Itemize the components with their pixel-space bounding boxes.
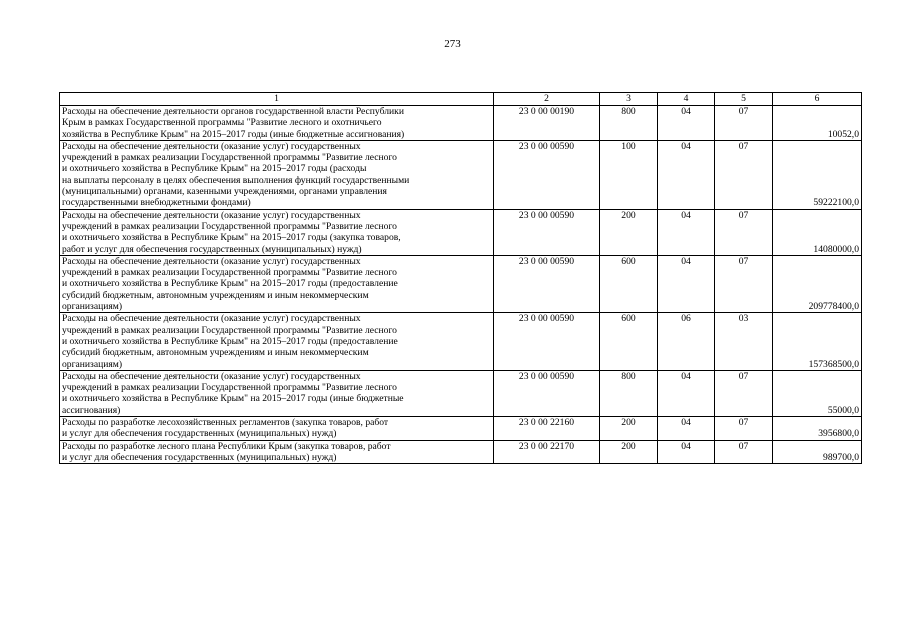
table-row bbox=[60, 140, 862, 209]
section-cell: 04 bbox=[658, 370, 715, 416]
description-line: и охотничьего хозяйства в Республике Крым" на 2015–2017 годы (предоставление bbox=[62, 335, 398, 347]
description-cell bbox=[60, 440, 494, 464]
section-cell: 04 bbox=[658, 255, 715, 312]
expense-type-cell: 800 bbox=[600, 106, 658, 141]
expense-type-cell: 800 bbox=[600, 370, 658, 416]
table-row bbox=[60, 255, 862, 312]
amount-cell: 10052,0 bbox=[773, 106, 862, 141]
description-cell bbox=[60, 313, 494, 370]
target-article-cell: 23 0 00 22170 bbox=[494, 440, 600, 464]
page-number: 273 bbox=[444, 38, 461, 50]
description-line: (муниципальными) органами, казенными учреждениями, органами управления bbox=[62, 186, 387, 198]
table-row bbox=[60, 106, 862, 141]
description-cell bbox=[60, 370, 494, 416]
description-line: Расходы на обеспечение деятельности органов государственной власти Республики bbox=[62, 106, 404, 117]
description-line: учреждений в рамках реализации Государственной программы "Развитие лесного bbox=[62, 220, 397, 232]
subsection-cell: 07 bbox=[715, 255, 773, 312]
subsection-cell: 07 bbox=[715, 370, 773, 416]
header-col-3: 3 bbox=[600, 93, 658, 106]
description-line: Расходы на обеспечение деятельности (оказание услуг) государственных bbox=[62, 140, 361, 152]
subsection-cell: 07 bbox=[715, 140, 773, 209]
amount-cell: 209778400,0 bbox=[773, 255, 862, 312]
description-line: Расходы по разработке лесохозяйственных регламентов (закупка товаров, работ bbox=[62, 417, 389, 429]
description-line: и охотничьего хозяйства в Республике Крым" на 2015–2017 годы (иные бюджетные bbox=[62, 393, 404, 405]
description-line: Расходы на обеспечение деятельности (оказание услуг) государственных bbox=[62, 255, 361, 267]
amount-cell: 3956800,0 bbox=[773, 417, 862, 441]
subsection-cell: 07 bbox=[715, 209, 773, 255]
description-line: ассигнования) bbox=[62, 404, 121, 416]
description-line: организациям) bbox=[62, 358, 123, 370]
section-cell: 04 bbox=[658, 106, 715, 141]
table-body bbox=[60, 106, 862, 464]
description-line: и охотничьего хозяйства в Республике Крым" на 2015–2017 годы (закупка товаров, bbox=[62, 232, 401, 244]
amount-cell: 989700,0 bbox=[773, 440, 862, 464]
description-cell bbox=[60, 417, 494, 441]
description-line: учреждений в рамках реализации Государственной программы "Развитие лесного bbox=[62, 152, 397, 164]
description-line: и охотничьего хозяйства в Республике Крым" на 2015–2017 годы (расходы bbox=[62, 163, 367, 175]
description-line: государственными внебюджетными фондами) bbox=[62, 197, 251, 209]
description-line: хозяйства в Республике Крым" на 2015–2017 годы (иные бюджетные ассигнования) bbox=[62, 128, 405, 140]
section-cell: 06 bbox=[658, 313, 715, 370]
expense-type-cell: 100 bbox=[600, 140, 658, 209]
description-line: и охотничьего хозяйства в Республике Крым" на 2015–2017 годы (предоставление bbox=[62, 278, 398, 290]
expense-type-cell: 600 bbox=[600, 255, 658, 312]
table-row bbox=[60, 417, 862, 441]
table-row bbox=[60, 313, 862, 370]
expense-type-cell: 200 bbox=[600, 417, 658, 441]
amount-cell: 157368500,0 bbox=[773, 313, 862, 370]
target-article-cell: 23 0 00 22160 bbox=[494, 417, 600, 441]
header-col-2: 2 bbox=[494, 93, 600, 106]
section-cell: 04 bbox=[658, 440, 715, 464]
target-article-cell: 23 0 00 00590 bbox=[494, 313, 600, 370]
amount-cell: 55000,0 bbox=[773, 370, 862, 416]
description-line: Расходы на обеспечение деятельности (оказание услуг) государственных bbox=[62, 370, 361, 382]
description-line: Расходы на обеспечение деятельности (оказание услуг) государственных bbox=[62, 313, 361, 325]
description-line: субсидий бюджетным, автономным учреждениям и иным некоммерческим bbox=[62, 347, 369, 359]
expense-type-cell: 600 bbox=[600, 313, 658, 370]
description-line: учреждений в рамках реализации Государственной программы "Развитие лесного bbox=[62, 382, 397, 394]
target-article-cell: 23 0 00 00590 bbox=[494, 209, 600, 255]
table-row bbox=[60, 209, 862, 255]
section-cell: 04 bbox=[658, 209, 715, 255]
budget-table bbox=[59, 92, 862, 464]
description-cell bbox=[60, 106, 494, 141]
description-cell bbox=[60, 140, 494, 209]
description-line: Расходы на обеспечение деятельности (оказание услуг) государственных bbox=[62, 209, 361, 221]
description-line: субсидий бюджетным, автономным учреждениям и иным некоммерческим bbox=[62, 289, 369, 301]
description-cell bbox=[60, 209, 494, 255]
expense-type-cell: 200 bbox=[600, 209, 658, 255]
target-article-cell: 23 0 00 00190 bbox=[494, 106, 600, 141]
subsection-cell: 07 bbox=[715, 106, 773, 141]
description-line: Крым в рамках Государственной программы "Развитие лесного и охотничьего bbox=[62, 117, 382, 129]
subsection-cell: 07 bbox=[715, 440, 773, 464]
description-line: на выплаты персоналу в целях обеспечения выполнения функций государственными bbox=[62, 174, 410, 186]
target-article-cell: 23 0 00 00590 bbox=[494, 140, 600, 209]
header-col-4: 4 bbox=[658, 93, 715, 106]
subsection-cell: 03 bbox=[715, 313, 773, 370]
header-col-5: 5 bbox=[715, 93, 773, 106]
description-cell bbox=[60, 255, 494, 312]
target-article-cell: 23 0 00 00590 bbox=[494, 255, 600, 312]
table-row bbox=[60, 440, 862, 464]
target-article-cell: 23 0 00 00590 bbox=[494, 370, 600, 416]
description-line: учреждений в рамках реализации Государственной программы "Развитие лесного bbox=[62, 324, 397, 336]
description-line: работ и услуг для обеспечения государственных (муниципальных) нужд) bbox=[62, 243, 362, 255]
header-col-6: 6 bbox=[773, 93, 862, 106]
header-row bbox=[60, 93, 862, 106]
section-cell: 04 bbox=[658, 417, 715, 441]
table-row bbox=[60, 370, 862, 416]
expense-type-cell: 200 bbox=[600, 440, 658, 464]
description-line: и услуг для обеспечения государственных (муниципальных) нужд) bbox=[62, 428, 337, 440]
description-line: и услуг для обеспечения государственных (муниципальных) нужд) bbox=[62, 451, 337, 463]
amount-cell: 59222100,0 bbox=[773, 140, 862, 209]
description-line: Расходы по разработке лесного плана Республики Крым (закупка товаров, работ bbox=[62, 440, 391, 452]
description-line: учреждений в рамках реализации Государственной программы "Развитие лесного bbox=[62, 267, 397, 279]
description-line: организациям) bbox=[62, 301, 123, 313]
amount-cell: 14080000,0 bbox=[773, 209, 862, 255]
header-col-1: 1 bbox=[60, 93, 494, 106]
section-cell: 04 bbox=[658, 140, 715, 209]
subsection-cell: 07 bbox=[715, 417, 773, 441]
